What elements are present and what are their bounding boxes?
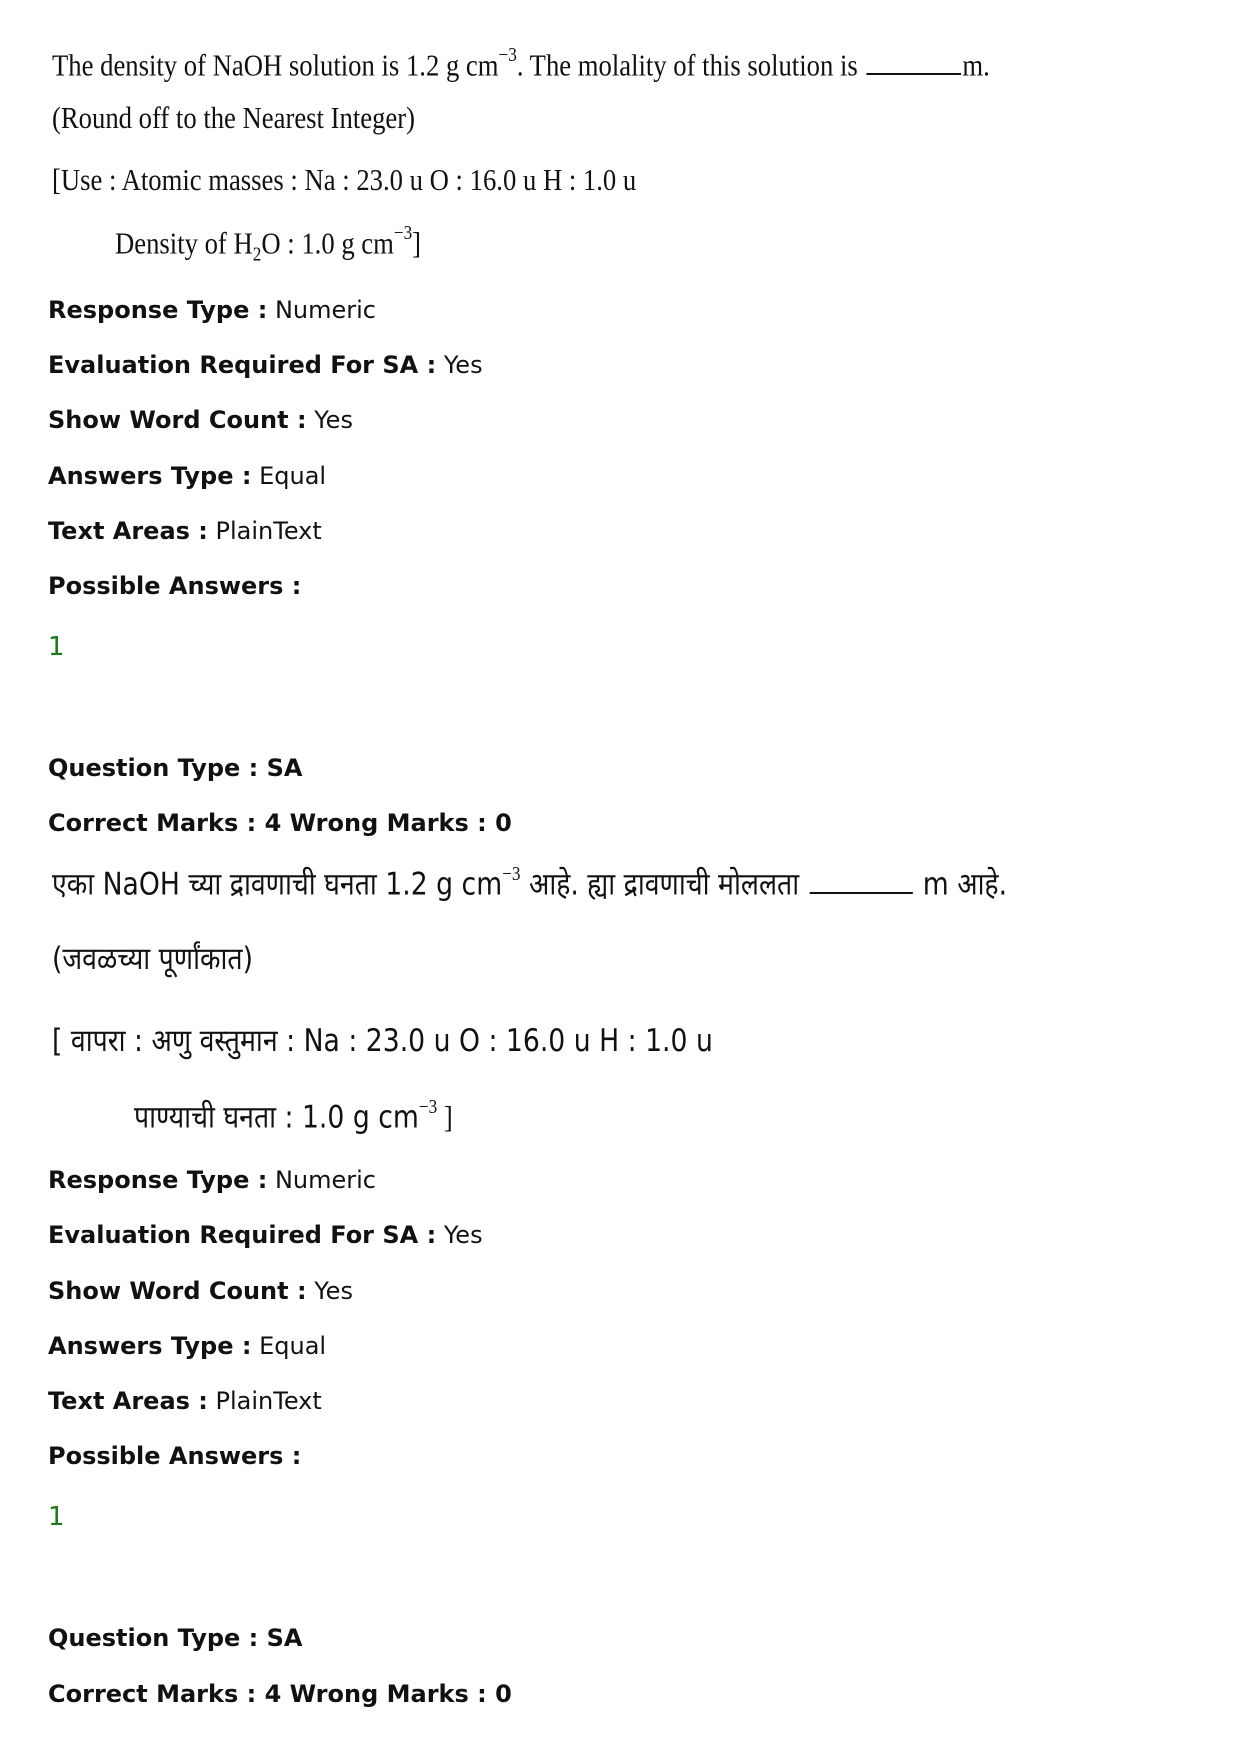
question-2-line-3: [ वापरा : अणु वस्तुमान : Na : 23.0 u O : 16.0 u H : 1.0 u bbox=[52, 1023, 713, 1059]
possible-answers-label-1: Possible Answers : bbox=[48, 572, 302, 600]
evaluation-required-1: Evaluation Required For SA : Yes bbox=[48, 351, 483, 379]
response-type-1: Response Type : Numeric bbox=[48, 296, 376, 324]
answer-blank bbox=[809, 868, 912, 894]
question-2-line-4: पाण्याची घनता : 1.0 g $cm^{-3}$ ] bbox=[134, 1096, 453, 1136]
evaluation-required-2: Evaluation Required For SA : Yes bbox=[48, 1221, 483, 1249]
question-1-line-1: The density of NaOH solution is 1.2 g $cm^{-3}$. The molality of this solution is m. bbox=[52, 44, 990, 83]
possible-answer-1: 1 bbox=[48, 632, 65, 662]
question-type-3: Question Type : SA bbox=[48, 1624, 303, 1652]
answers-type-1: Answers Type : Equal bbox=[48, 462, 327, 490]
text-areas-2: Text Areas : PlainText bbox=[48, 1387, 322, 1415]
question-1-line-4: Density of $H_2O$ : 1.0 g $cm^{-3}$] bbox=[115, 222, 422, 266]
response-type-2: Response Type : Numeric bbox=[48, 1166, 376, 1194]
text-areas-1: Text Areas : PlainText bbox=[48, 517, 322, 545]
answer-blank bbox=[866, 49, 961, 75]
question-1-line-2: (Round off to the Nearest Integer) bbox=[52, 100, 416, 135]
possible-answers-label-2: Possible Answers : bbox=[48, 1442, 302, 1470]
marks-2: Correct Marks : 4 Wrong Marks : 0 bbox=[48, 809, 512, 837]
marks-3: Correct Marks : 4 Wrong Marks : 0 bbox=[48, 1680, 512, 1708]
show-word-count-1: Show Word Count : Yes bbox=[48, 406, 353, 434]
possible-answer-2: 1 bbox=[48, 1502, 65, 1532]
question-2-line-2: (जवळच्या पूर्णांकात) bbox=[52, 941, 253, 977]
answers-type-2: Answers Type : Equal bbox=[48, 1332, 327, 1360]
question-2-line-1: एका NaOH च्या द्रावणाची घनता 1.2 g $cm^{-3}$ आहे. ह्या द्रावणाची मोललता m आहे. bbox=[52, 863, 1008, 903]
show-word-count-2: Show Word Count : Yes bbox=[48, 1277, 353, 1305]
question-1-line-3: [Use : Atomic masses : Na : 23.0 u O : 16.0 u H : 1.0 u bbox=[52, 162, 637, 197]
question-type-2: Question Type : SA bbox=[48, 754, 303, 782]
